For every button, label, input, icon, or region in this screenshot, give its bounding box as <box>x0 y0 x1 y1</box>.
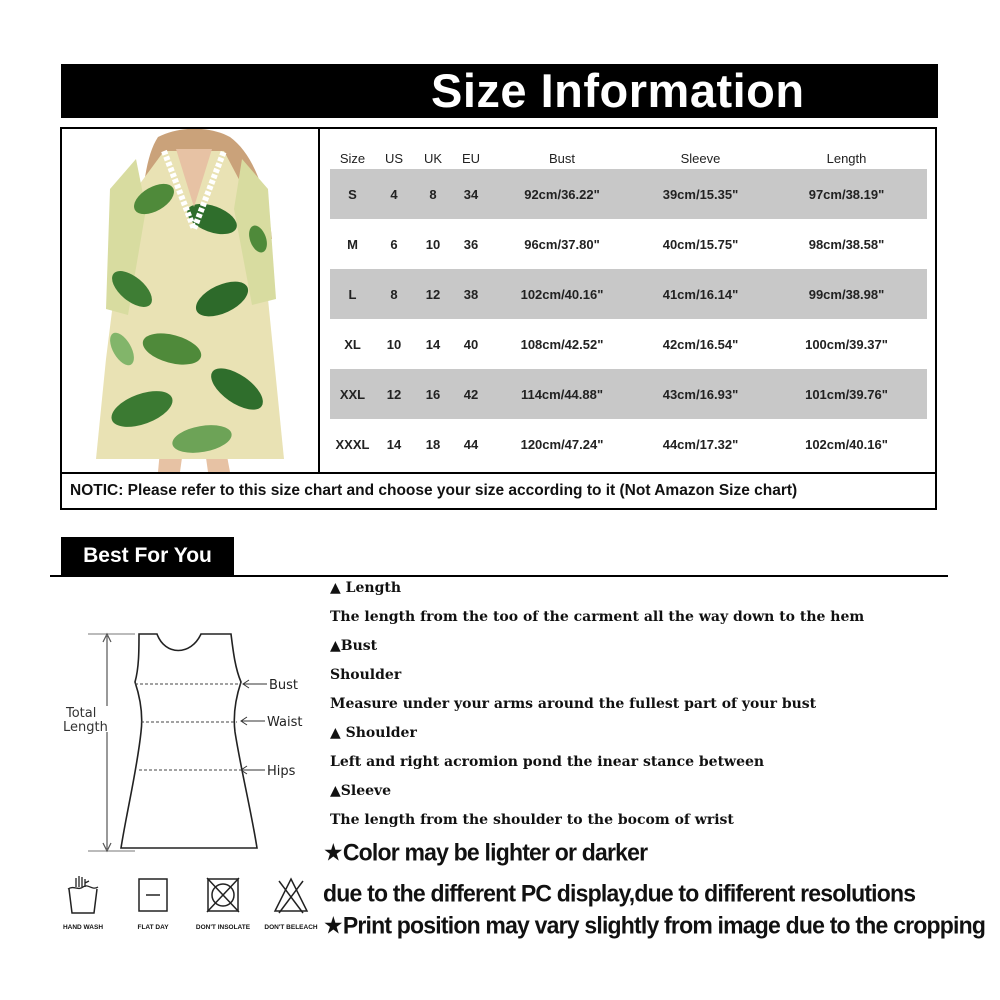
table-cell: 44cm/17.32" <box>662 436 739 452</box>
table-cell: 12 <box>413 269 453 319</box>
table-cell: 34 <box>453 169 489 219</box>
flat-dry-icon <box>136 875 170 915</box>
care-label: DON'T INSOLATE <box>195 924 251 931</box>
bust-label: Bust <box>269 678 299 693</box>
table-cell: 16 <box>413 369 453 419</box>
product-photo <box>62 129 320 472</box>
care-flat-dry <box>128 875 178 931</box>
do-not-bleach-icon <box>271 875 311 915</box>
table-cell: 6 <box>390 236 398 252</box>
table-cell: 101cm/39.76" <box>766 369 927 419</box>
table-cell: 108cm/42.52" <box>520 336 604 352</box>
note-text: The length from the shoulder to the bocom of wrist <box>330 812 734 828</box>
column-header: Sleeve <box>680 150 721 166</box>
table-cell: 42cm/16.54" <box>662 336 739 352</box>
table-cell: 99cm/38.98" <box>766 269 927 319</box>
hand-wash-icon <box>66 875 100 915</box>
table-cell: 36 <box>463 236 479 252</box>
size-table <box>330 147 927 469</box>
title-bar <box>61 64 938 118</box>
size-chart-box <box>60 127 937 510</box>
table-cell: 92cm/36.22" <box>489 169 635 219</box>
column-header: UK <box>423 150 443 166</box>
table-cell: 14 <box>386 436 402 452</box>
note-text: The length from the too of the carment all the way down to the hem <box>330 609 865 625</box>
table-cell: 120cm/47.24" <box>520 436 604 452</box>
table-cell: S <box>330 169 375 219</box>
best-for-you-tab: Best For You <box>61 537 234 575</box>
care-do-not-insulate <box>194 875 252 931</box>
column-header: US <box>384 150 404 166</box>
table-cell: 42 <box>453 369 489 419</box>
total-length-label-line2: Length <box>63 720 108 735</box>
table-cell: 97cm/38.19" <box>766 169 927 219</box>
care-label: DON'T BELEACH <box>264 924 318 931</box>
table-cell: 10 <box>386 336 402 352</box>
table-cell: 12 <box>375 369 413 419</box>
table-cell: 100cm/39.37" <box>805 336 888 352</box>
care-label: FLAT DAY <box>137 924 169 931</box>
care-hand-wash <box>58 875 108 931</box>
table-cell: XL <box>344 336 361 352</box>
table-cell: 98cm/38.58" <box>808 236 885 252</box>
measurement-diagram <box>55 620 315 860</box>
column-header: Size <box>339 150 366 166</box>
column-header: EU <box>461 150 481 166</box>
table-cell: 8 <box>413 169 453 219</box>
table-cell: 41cm/16.14" <box>635 269 766 319</box>
table-header-row <box>330 147 927 169</box>
table-cell: 40 <box>463 336 479 352</box>
table-row <box>330 319 927 369</box>
total-length-label-line1: Total <box>66 706 97 721</box>
table-cell: 44 <box>463 436 479 452</box>
waist-label: Waist <box>267 715 303 730</box>
hips-label: Hips <box>267 764 296 779</box>
size-chart-notice: NOTIC: Please refer to this size chart and choose your size according to it (Not Amazon Size chart) <box>62 472 935 508</box>
table-cell: 8 <box>375 269 413 319</box>
column-header: Length <box>826 150 867 166</box>
dress-photo-illustration <box>62 129 318 472</box>
note-text: Shoulder <box>330 667 402 683</box>
table-cell: L <box>330 269 375 319</box>
table-row <box>330 269 927 319</box>
note-text: Measure under your arms around the fullest part of your bust <box>330 696 817 712</box>
table-cell: 18 <box>425 436 441 452</box>
table-row <box>330 369 927 419</box>
care-label: HAND WASH <box>62 924 104 931</box>
table-cell: 102cm/40.16" <box>489 269 635 319</box>
table-cell: XXXL <box>335 436 370 452</box>
note-heading-bust: ▲Bust <box>330 638 378 654</box>
table-cell: XXL <box>330 369 375 419</box>
table-cell: 43cm/16.93" <box>635 369 766 419</box>
table-cell: 40cm/15.75" <box>662 236 739 252</box>
page-title: Size Information <box>431 64 805 117</box>
do-not-insulate-icon <box>203 875 243 915</box>
table-cell: 38 <box>453 269 489 319</box>
table-cell: 114cm/44.88" <box>489 369 635 419</box>
measurement-notes <box>330 577 970 838</box>
color-note: ★Color may be lighter or darker <box>323 838 648 866</box>
care-do-not-bleach <box>262 875 320 931</box>
note-heading-length: ▲ Length <box>330 580 402 596</box>
table-cell: 4 <box>375 169 413 219</box>
table-cell: M <box>347 236 358 252</box>
note-heading-sleeve: ▲Sleeve <box>330 783 392 799</box>
table-row <box>330 219 927 269</box>
column-header: Bust <box>548 150 575 166</box>
table-cell: 10 <box>425 236 441 252</box>
note-heading-shoulder: ▲ Shoulder <box>330 725 417 741</box>
table-cell: 96cm/37.80" <box>524 236 600 252</box>
size-table-cell <box>320 129 935 472</box>
display-note: due to the different PC display,due to dififerent resolutions <box>323 879 916 907</box>
table-cell: 39cm/15.35" <box>635 169 766 219</box>
note-text: Left and right acromion pond the inear stance between <box>330 754 765 770</box>
table-cell: 14 <box>425 336 441 352</box>
table-row <box>330 169 927 219</box>
table-row <box>330 419 927 469</box>
print-note: ★Print position may vary slightly from image due to the cropping <box>323 911 986 939</box>
table-cell: 102cm/40.16" <box>805 436 888 452</box>
